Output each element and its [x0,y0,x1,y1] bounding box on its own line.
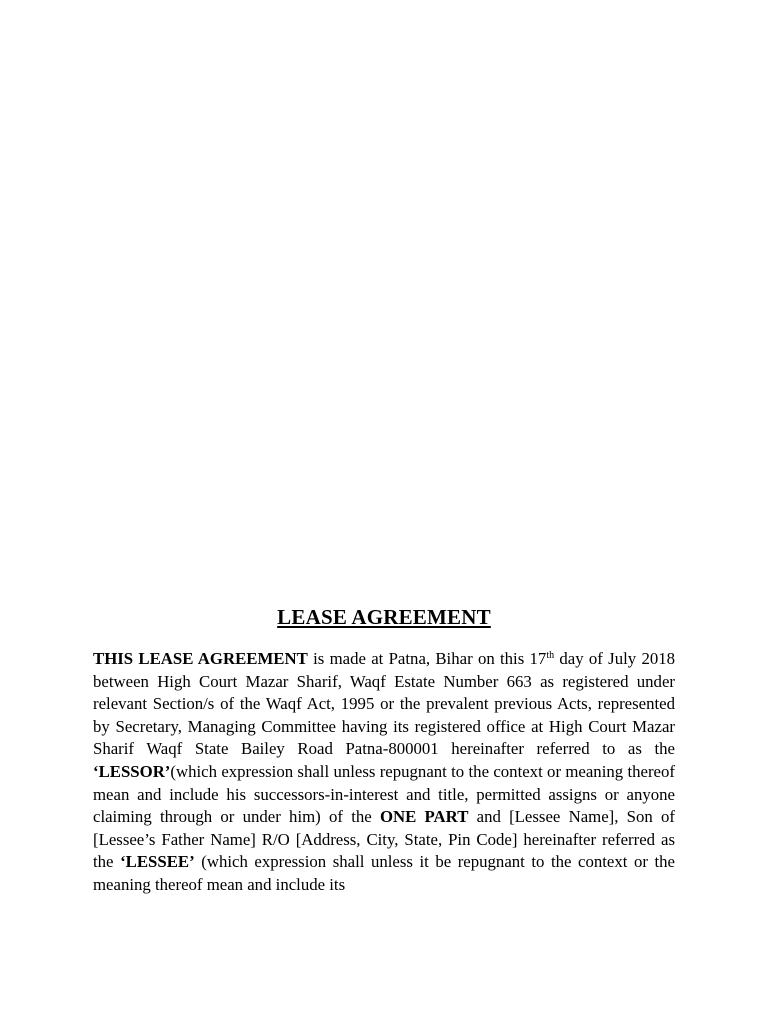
agreement-paragraph [93,648,675,897]
document-title: LEASE AGREEMENT [277,605,491,629]
paragraph-text: is made at Patna, Bihar on this 17 [307,649,547,668]
lessee-term: ‘LESSEE’ [120,852,195,872]
intro-bold-text: THIS LEASE AGREEMENT [93,649,308,668]
paragraph-text: (which expression shall unless repugnant to the context or meaning thereof mean and include his successors-in-interest and title, permitted assigns or anyone claiming through or under him) of the [93,761,675,827]
day-suffix: th [546,650,555,661]
paragraph-text: and [Lessee Name], Son of [Lessee’s Father Name] R/O [Address, City, State, Pin Code] hereinafter referred as the [93,807,675,872]
lessor-term: ‘LESSOR’ [93,761,171,781]
one-part-term: ONE PART [379,807,469,827]
paragraph-text: (which expression shall unless it be repugnant to the context or the meaning thereof mean and include its [93,852,675,894]
paragraph-text: day of July 2018 between High Court Mazar Sharif, Waqf Estate Number 663 as registered under relevant Section/s of the Waqf Act, 1995 or the prevalent previous Acts, represented by Secretary, Managing Committee having its registered office at High Court Mazar Sharif Waqf State Bailey Road Patna-800001 hereinafter referred to as the [93,649,676,759]
